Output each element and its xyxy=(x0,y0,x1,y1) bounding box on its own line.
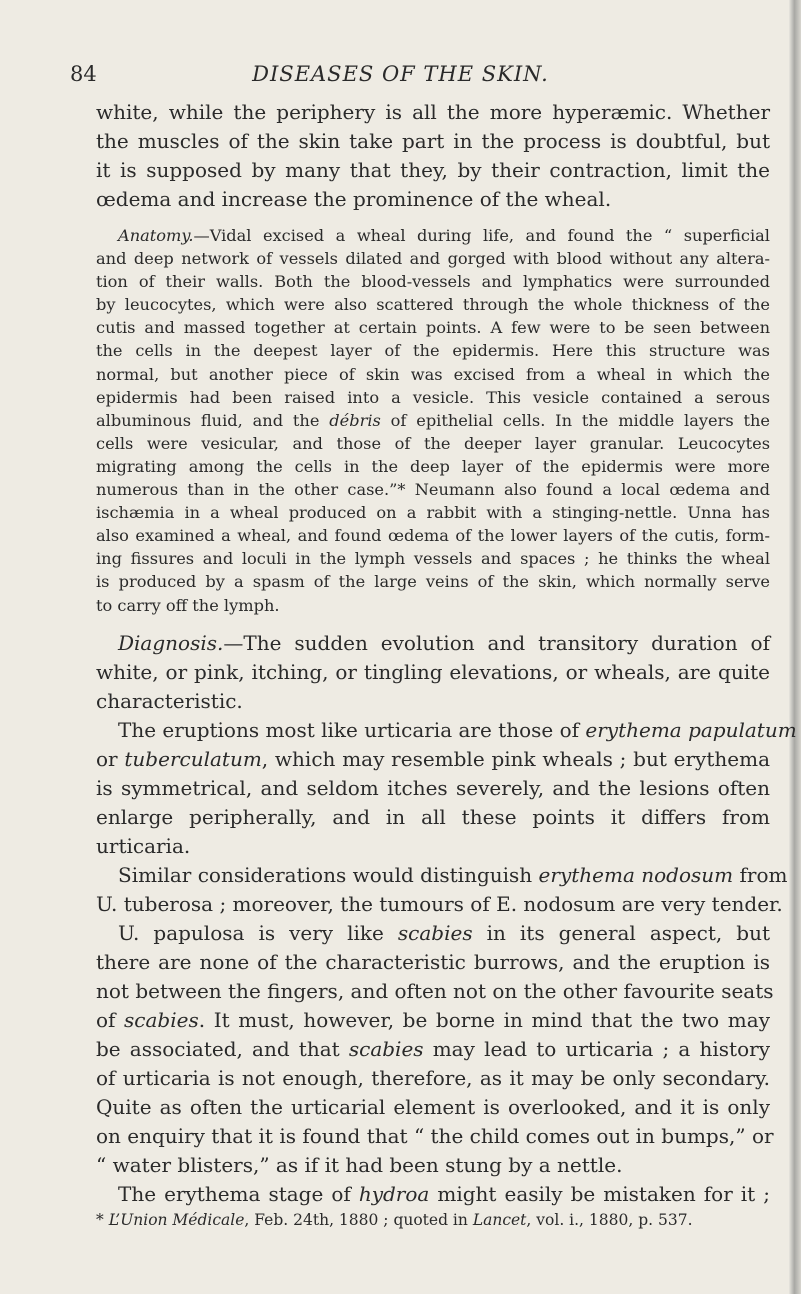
text-line: and deep network of vessels dilated and gorged with blood without any altera- xyxy=(96,249,770,269)
text-line: the cells in the deepest layer of the epidermis. Here this structure was xyxy=(96,341,770,361)
text-line: of scabies. It must, however, be borne in mind that the two may xyxy=(96,1007,770,1032)
text-line: numerous than in the other case.”* Neumann also found a local œdema and xyxy=(96,480,770,500)
text-line: there are none of the characteristic burrows, and the eruption is xyxy=(96,949,770,974)
text-line: to carry off the lymph. xyxy=(96,595,280,615)
paragraph-anatomy xyxy=(96,224,770,617)
text-line: be associated, and that scabies may lead to urticaria ; a history xyxy=(96,1036,770,1061)
paragraph-hydroa xyxy=(96,1180,770,1209)
text-line: The erythema stage of hydroa might easily be mistaken for it ; xyxy=(118,1181,770,1206)
text-line: Diagnosis.—The sudden evolution and transitory duration of xyxy=(118,630,770,655)
text-line: not between the fingers, and often not on the other favourite seats xyxy=(96,978,774,1003)
text-line: albuminous fluid, and the débris of epithelial cells. In the middle layers the xyxy=(96,410,770,430)
text-line: ischæmia in a wheal produced on a rabbit with a stinging-nettle. Unna has xyxy=(96,503,770,523)
text-line: epidermis had been raised into a vesicle. This vesicle contained a serous xyxy=(96,387,770,407)
running-head: DISEASES OF THE SKIN. xyxy=(252,62,549,86)
text-line: The eruptions most like urticaria are those of erythema papulatum xyxy=(118,717,797,742)
text-line: enlarge peripherally, and in all these points it differs from xyxy=(96,804,770,829)
text-line: is produced by a spasm of the large veins of the skin, which normally serve xyxy=(96,572,770,592)
text-line: also examined a wheal, and found œdema of the lower layers of the cutis, form- xyxy=(96,526,770,546)
text-line: or tuberculatum, which may resemble pink wheals ; but erythema xyxy=(96,746,770,771)
text-line: characteristic. xyxy=(96,688,243,713)
page-edge-shadow xyxy=(789,0,801,1294)
page-body xyxy=(96,98,797,1231)
paragraph-eruptions xyxy=(96,716,797,861)
text-line: it is supposed by many that they, by their contraction, limit the xyxy=(96,158,770,182)
page-number: 84 xyxy=(70,62,97,86)
text-line: cutis and massed together at certain points. A few were to be seen between xyxy=(96,318,770,338)
text-line: cells were vesicular, and those of the deeper layer granular. Leucocytes xyxy=(96,433,770,453)
text-line: migrating among the cells in the deep layer of the epidermis were more xyxy=(96,456,770,476)
text-line: of urticaria is not enough, therefore, as it may be only secondary. xyxy=(96,1065,770,1090)
footnote-text: * L’Union Médicale, Feb. 24th, 1880 ; quoted in Lancet, vol. i., 1880, p. 537. xyxy=(96,1210,693,1229)
text-line: Quite as often the urticarial element is overlooked, and it is only xyxy=(96,1094,770,1119)
text-line: tion of their walls. Both the blood-vessels and lymphatics were surrounded xyxy=(96,272,770,292)
text-line: urticaria. xyxy=(96,833,191,858)
text-line: Similar considerations would distinguish erythema nodosum from xyxy=(118,862,788,887)
paragraph-hyperaemic xyxy=(96,98,770,214)
text-line: Anatomy.—Vidal excised a wheal during life, and found the “ superficial xyxy=(118,226,770,245)
text-line: the muscles of the skin take part in the process is doubtful, but xyxy=(96,129,770,153)
text-line: “ water blisters,” as if it had been stung by a nettle. xyxy=(96,1152,623,1177)
text-line: by leucocytes, which were also scattered through the whole thickness of the xyxy=(96,295,770,315)
text-line: U. tuberosa ; moreover, the tumours of E. nodosum are very tender. xyxy=(96,891,783,916)
paragraph-diagnosis xyxy=(96,629,770,716)
text-line: on enquiry that it is found that “ the child comes out in bumps,” or xyxy=(96,1123,774,1148)
text-line: ing fissures and loculi in the lymph vessels and spaces ; he thinks the wheal xyxy=(96,549,770,569)
text-line: normal, but another piece of skin was excised from a wheal in which the xyxy=(96,364,770,384)
text-line: white, or pink, itching, or tingling elevations, or wheals, are quite xyxy=(96,659,770,684)
paragraph-similar xyxy=(96,861,788,1180)
text-line: œdema and increase the prominence of the wheal. xyxy=(96,187,612,211)
text-line: is symmetrical, and seldom itches severely, and the lesions often xyxy=(96,775,770,800)
text-line: white, while the periphery is all the more hyperæmic. Whether xyxy=(96,100,770,124)
footnote xyxy=(96,1209,770,1231)
text-line: U. papulosa is very like scabies in its general aspect, but xyxy=(118,920,770,945)
page-header xyxy=(0,62,801,92)
